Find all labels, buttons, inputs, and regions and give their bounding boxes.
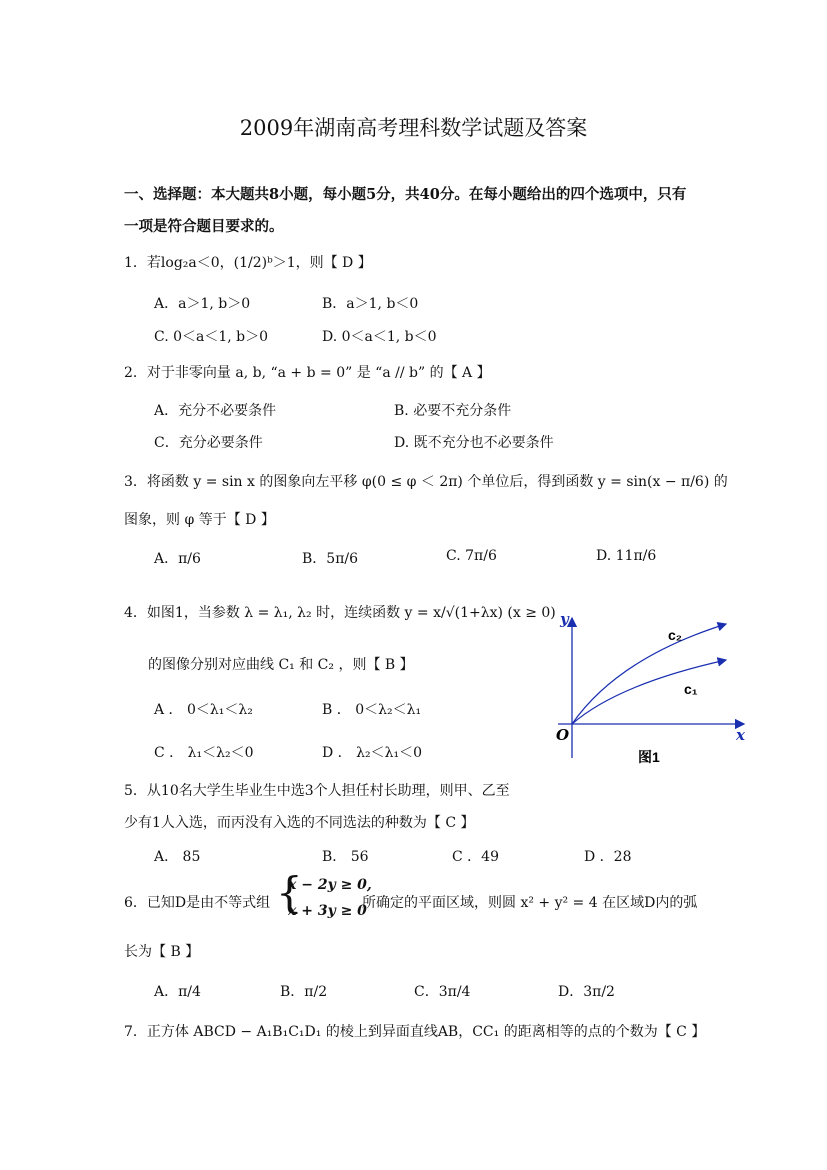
q1-option-d: D. 0＜a＜1, b＜0 [322, 329, 437, 345]
q1-option-a: A．a＞1, b＞0 [154, 296, 251, 312]
q7-stem: 7．正方体 ABCD − A₁B₁C₁D₁ 的棱上到异面直线AB，CC₁ 的距离相等的点的个数为【 C 】 [124, 1024, 706, 1040]
q4-option-d: D ． λ₂＜λ₁＜0 [322, 745, 423, 761]
figure-caption: 图1 [638, 749, 660, 765]
q4-option-b: B ． 0＜λ₂＜λ₁ [322, 702, 422, 718]
q5-option-b: B． 56 [322, 849, 369, 865]
q3-option-c: C. 7π/6 [446, 548, 497, 564]
curve-c1-label: c₁ [684, 681, 698, 697]
q3-option-b: B．5π/6 [302, 551, 359, 567]
q1-stem: 1．若log₂a＜0，(1/2)ᵇ＞1，则【 D 】 [124, 255, 372, 271]
q3-stem-cont: 图象，则 φ 等于【 D 】 [124, 512, 275, 528]
curve-c2-label: c₂ [668, 627, 683, 643]
q3-stem: 3．将函数 y = sin x 的图象向左平移 φ(0 ≤ φ ＜ 2π) 个单位后，得到函数 y = sin(x − π/6) 的 [124, 474, 728, 490]
origin-label: O [556, 726, 570, 744]
y-axis-label: y [560, 610, 569, 628]
q4-stem-cont: 的图像分别对应曲线 C₁ 和 C₂ ，则【 B 】 [148, 657, 414, 673]
q1-option-b: B．a＞1, b＜0 [322, 296, 419, 312]
q6-option-c: C．3π/4 [414, 984, 471, 1000]
q2-option-a: A．充分不必要条件 [154, 403, 277, 419]
curve-c2 [572, 624, 726, 724]
q3-option-d: D. 11π/6 [596, 548, 657, 564]
q6-system-line1: x − 2y ≥ 0, [288, 877, 372, 893]
section-heading-line2: 一项是符合题目要求的。 [124, 218, 284, 235]
q6-option-a: A．π/4 [154, 984, 201, 1000]
q5-stem-cont: 少有1人入选，而丙没有入选的不同选法的种数为【 C 】 [124, 815, 475, 831]
figure-1 [548, 608, 788, 768]
q6-stem-line2: 长为【 B 】 [124, 944, 200, 960]
q3-option-a: A．π/6 [154, 551, 201, 567]
q2-option-d: D. 既不充分也不必要条件 [394, 435, 554, 451]
q4-option-a: A ． 0＜λ₁＜λ₂ [154, 702, 253, 718]
curve-c1 [572, 660, 726, 724]
q2-stem: 2．对于非零向量 a, b, “a + b = 0” 是 “a // b” 的【 A 】 [124, 365, 491, 381]
q6-stem: 6．已知D是由不等式组 [124, 895, 271, 911]
q4-option-c: C ． λ₁＜λ₂＜0 [154, 745, 254, 761]
page-title: 2009年湖南高考理科数学试题及答案 [239, 116, 588, 140]
q6-system-line2: x + 3y ≥ 0 [288, 903, 367, 919]
q5-option-c: C ．49 [452, 849, 499, 865]
q6-option-b: B．π/2 [280, 984, 328, 1000]
q5-option-d: D ．28 [584, 849, 632, 865]
q6-stem-cont: 所确定的平面区域，则圆 x² + y² = 4 在区域D内的弧 [362, 895, 698, 911]
q2-option-b: B. 必要不充分条件 [394, 403, 512, 419]
q5-stem: 5．从10名大学生毕业生中选3个人担任村长助理，则甲、乙至 [124, 783, 510, 799]
q2-option-c: C．充分必要条件 [154, 435, 263, 451]
section-heading-line1: 一、选择题：本大题共8小题，每小题5分，共40分。在每小题给出的四个选项中，只有 [124, 186, 687, 203]
q6-brace: { [276, 868, 303, 917]
q6-option-d: D．3π/2 [558, 984, 615, 1000]
q1-option-c: C. 0＜a＜1, b＞0 [154, 329, 269, 345]
q4-stem: 4．如图1，当参数 λ = λ₁, λ₂ 时，连续函数 y = x/√(1+λx) (x ≥ 0) [124, 605, 556, 621]
q5-option-a: A． 85 [154, 849, 201, 865]
x-axis-label: x [736, 726, 745, 744]
